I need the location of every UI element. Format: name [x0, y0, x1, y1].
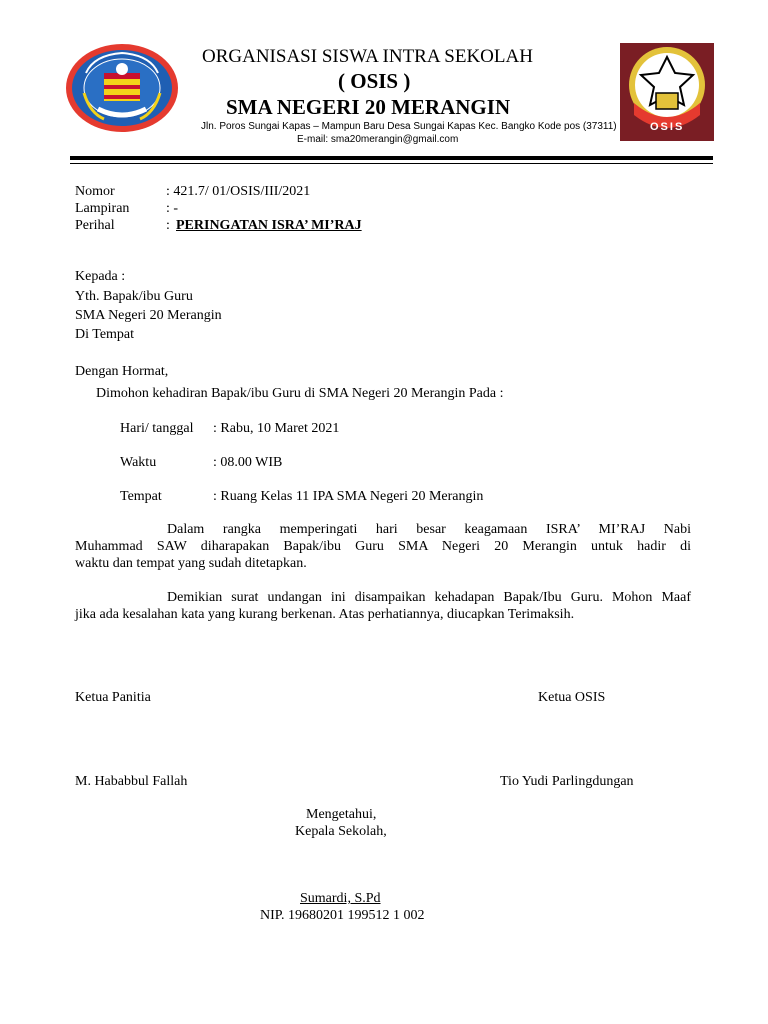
lampiran-value: : -	[166, 201, 179, 216]
nomor-label: Nomor	[75, 184, 115, 199]
acknowledge-label: Mengetahui,	[306, 807, 377, 822]
paragraph-line: waktu dan tempat yang sudah ditetapkan.	[75, 556, 307, 571]
greeting: Dengan Hormat,	[75, 364, 169, 379]
detail-label: Tempat	[120, 489, 162, 504]
header-address: Jln. Poros Sungai Kapas – Mampun Baru Desa Sungai Kapas Kec. Bangko Kode pos (37311)	[201, 121, 617, 132]
header-abbr: ( OSIS )	[338, 69, 411, 93]
detail-label: Waktu	[120, 455, 157, 470]
left-signatory-title: Ketua Panitia	[75, 690, 151, 705]
detail-value: : 08.00 WIB	[213, 455, 283, 470]
header-divider	[70, 156, 713, 160]
perihal-colon: :	[166, 218, 170, 233]
nomor-value: : 421.7/ 01/OSIS/III/2021	[166, 184, 311, 199]
kepada: Kepada :	[75, 269, 126, 284]
paragraph-line: Dalam rangka memperingati hari besar keagamaan ISRA’ MI’RAJ Nabi	[167, 522, 691, 537]
principal-title: Kepala Sekolah,	[295, 824, 387, 839]
perihal-label: Perihal	[75, 218, 115, 233]
perihal-value: PERINGATAN ISRA’ MI’RAJ	[176, 218, 362, 233]
principal-nip: NIP. 19680201 199512 1 002	[260, 908, 425, 923]
intro: Dimohon kehadiran Bapak/ibu Guru di SMA Negeri 20 Merangin Pada :	[96, 386, 504, 401]
detail-value: : Rabu, 10 Maret 2021	[213, 421, 340, 436]
principal-name: Sumardi, S.Pd	[300, 891, 381, 906]
lampiran-label: Lampiran	[75, 201, 130, 216]
header-email: E-mail: sma20merangin@gmail.com	[297, 134, 459, 145]
detail-label: Hari/ tanggal	[120, 421, 194, 436]
right-signatory-name: Tio Yudi Parlingdungan	[500, 774, 634, 789]
paragraph-line: Muhammad SAW diharapakan Bapak/ibu Guru SMA Negeri 20 Merangin untuk hadir di	[75, 539, 691, 554]
recipient-line1: Yth. Bapak/ibu Guru	[75, 289, 193, 304]
left-signatory-name: M. Hababbul Fallah	[75, 774, 188, 789]
detail-value: : Ruang Kelas 11 IPA SMA Negeri 20 Merangin	[213, 489, 484, 504]
paragraph-line: Demikian surat undangan ini disampaikan kehadapan Bapak/Ibu Guru. Mohon Maaf	[167, 590, 691, 605]
paragraph-line: jika ada kesalahan kata yang kurang berkenan. Atas perhatiannya, diucapkan Terimaksih.	[75, 607, 575, 622]
right-signatory-title: Ketua OSIS	[538, 690, 606, 705]
school-logo	[64, 43, 180, 133]
recipient-line2: SMA Negeri 20 Merangin	[75, 308, 222, 323]
header-divider-thin	[70, 163, 713, 164]
header-org: ORGANISASI SISWA INTRA SEKOLAH	[202, 46, 533, 67]
header-school: SMA NEGERI 20 MERANGIN	[226, 95, 511, 119]
osis-logo-text: OSIS	[650, 121, 685, 133]
recipient-line3: Di Tempat	[75, 327, 135, 342]
osis-logo	[620, 43, 714, 141]
